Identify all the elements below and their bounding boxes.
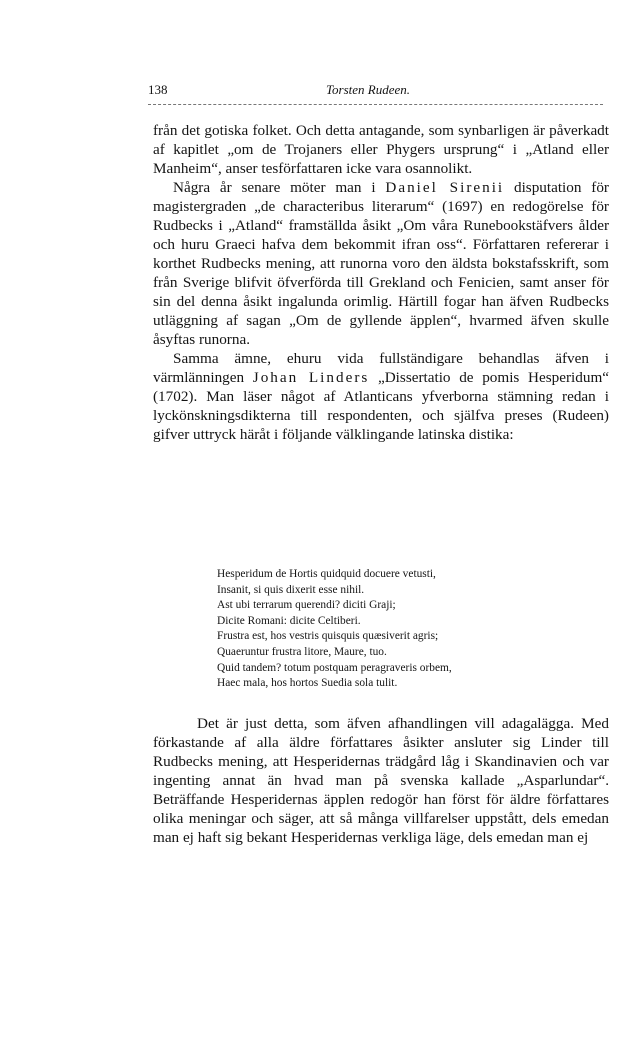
running-title: Torsten Rudeen. [326, 82, 411, 97]
paragraph-3-lead: Samma ämne, ehuru vida fullständigare behandlas äfven i värmlänningen [153, 350, 609, 386]
page-number: 138 [148, 82, 168, 97]
poem-line: Quaeruntur frustra litore, Maure, tuo. [217, 645, 387, 658]
paragraph-4: Det är just detta, som äfven afhandlingen vill adagalägga. Med förkastande af alla äldre författares åsikter ansluter sig Linder till Rudbecks mening, att Hesperidernas trädgård låg i Skandinavien och var ingenting annat än hvad man på svenska kallade „Asparlundar“. Beträffande Hesperidernas äpplen redogör han först för äldre författares olika meningar och säger, att så många villfarelser uppstått, dels emedan man ej haft sig bekant Hesperidernas verkliga läge, dels emedan man ej [153, 715, 609, 846]
poem-line: Hesperidum de Hortis quidquid docuere vetusti, [217, 568, 436, 580]
author-name-linder: Johan Linders [252, 369, 370, 386]
poem-line: Quid tandem? totum postquam peragraveris orbem, [217, 661, 452, 674]
paragraph-1: från det gotiska folket. Och detta antagande, som synbarligen är påverkadt af kapitlet „om de Trojaners eller Phygers ursprung“ i „Atland eller Manheim“, anser tesförfattaren icke vara osannolikt. [153, 122, 609, 177]
poem-line: Dicite Romani: dicite Celtiberi. [217, 614, 361, 627]
body-text-lower [153, 714, 609, 847]
author-name-sirenius: Daniel Sirenii [385, 179, 505, 196]
paragraph-2-lead: Några år senare möter man i [173, 179, 386, 196]
latin-distich-poem [217, 567, 597, 692]
paragraph-2 [153, 178, 609, 349]
poem-line: Frustra est, hos vestris quisquis quæsiverit agris; [217, 630, 439, 643]
poem-line: Haec mala, hos hortos Suedia sola tulit. [217, 677, 398, 690]
paragraph-3-rest: „Dissertatio de pomis Hesperidum“ (1702). Man läser något af Atlanticans yfverborna stämning redan i lyckönskningsdikterna till respondenten, och själfva preses (Rudeen) gifver uttryck häråt i följande välklingande latinska distika: [153, 369, 609, 443]
running-head [148, 82, 613, 102]
poem-line: Ast ubi terrarum querendi? diciti Graji; [217, 599, 396, 612]
poem-line: Insanit, si quis dixerit esse nihil. [217, 583, 365, 596]
header-rule [148, 104, 603, 105]
paragraph-3 [153, 349, 609, 444]
paragraph-2-rest: disputation för magistergraden „de characteribus literarum“ (1697) en redogörelse för Rudbecks i „Atland“ framställda åsikt „Om våra Runebookstäfvers ålder och huru Graeci hafva dem bekommit ifran oss“. Författaren refererar i korthet Rudbecks mening, att runorna voro den äldsta bokstafsskrift, som från Sverige blifvit öfverförda till Grekland och Fenicien, samt anser för sin del denna åsikt ingalunda orimlig. Härtill fogar han äfven Rudbecks utläggning af sagan „Om de gyllende äpplen“, hvarmed äfven skulle åsyftas runorna. [153, 179, 609, 348]
body-text-upper [153, 121, 609, 444]
